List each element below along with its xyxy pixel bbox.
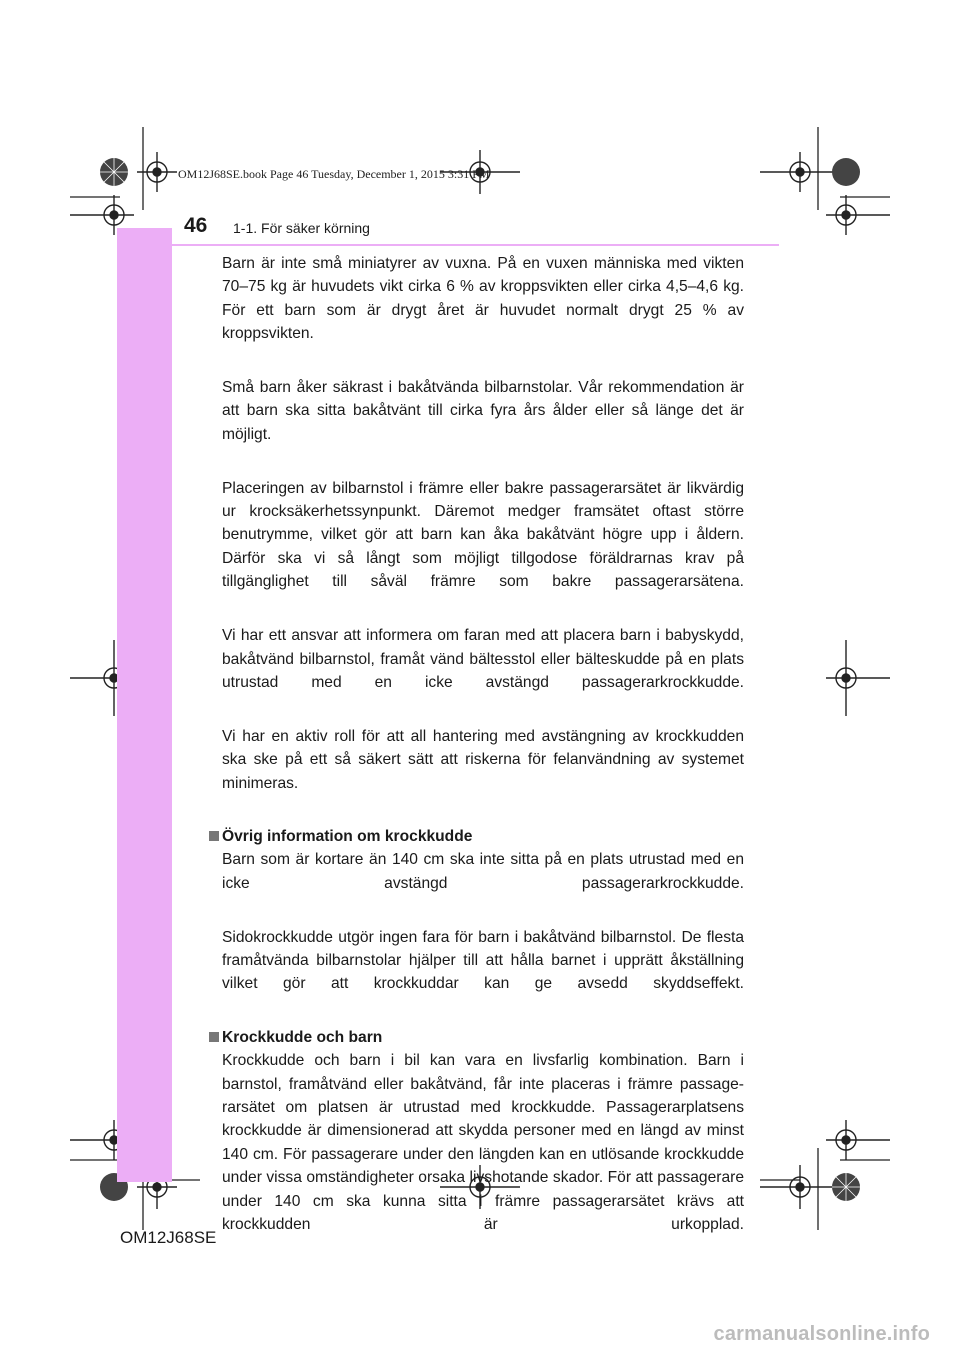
book-stamp: OM12J68SE.book Page 46 Tuesday, December 1, 2015 3:31 PM	[178, 167, 490, 181]
section-heading	[222, 1026, 744, 1049]
section-heading-text: Krockkudde och barn	[222, 1029, 383, 1047]
paragraph: Små barn åker säkrast i bakåtvända bilbarnstolar. Vår rekommendation är att barn ska sitta bakåtvänt till cirka fyra års ålder eller så länge det är möjligt.	[222, 379, 744, 443]
registration-target-icon	[760, 152, 840, 192]
page-number: 46	[184, 214, 208, 237]
side-tab-band	[117, 228, 172, 1182]
square-bullet-icon	[209, 1032, 219, 1042]
square-bullet-icon	[209, 831, 219, 841]
paragraph: Barn som är kortare än 140 cm ska inte sitta på en plats utrustad med en icke avstängd passagerarkrockkudde.	[222, 851, 744, 892]
paragraph: Krockkudde och barn i bil kan vara en livsfarlig kombination. Barn i barnstol, framåtvänd eller bakåtvänd, får inte placeras i främre passagerarsätet om platsen är utrustad med krockkudde. Passagerarplatsens krockkudde är dimensionerad att skydda personer med en längd av minst 140 cm. För passagerare under den längden kan en utlösande krockkudde under vissa omständigheter orsaka livshotande skador. För att passagerare under 140 cm ska kunna sitta i främre passagerarsätet krävs att krockkudden är urkopplad.	[222, 1052, 744, 1234]
paragraph: Vi har ett ansvar att informera om faran med att placera barn i babyskydd, bakåtvänd bilbarnstol, framåt vänd bältesstol eller bälteskudde på en plats utrustad med en icke avstängd passagerarkrockkudde.	[222, 627, 744, 691]
watermark[interactable]: carmanualsonline.info	[713, 1323, 930, 1345]
registration-target-icon	[760, 1165, 840, 1209]
paragraph: Vi har en aktiv roll för att all hantering med avstängning av krockkudden ska ske på ett så säkert sätt att riskerna för felanvändning av systemet minimeras.	[222, 727, 744, 792]
paragraph: Placeringen av bilbarnstol i främre eller bakre passagerarsätet är likvärdig ur krocksäkerhetssynpunkt. Däremot medger framsätet oftast större benutrymme, vilket gör att barn kan åka bakåtvänt högre upp i åldern. Därför ska vi så långt som möjligt tillgodose föräldrarnas krav på tillgänglighet till såväl främre som bakre passagerarsätena.	[222, 479, 744, 591]
section-title: 1-1. För säker körning	[233, 220, 370, 236]
paragraph: Sidokrockkudde utgör ingen fara för barn i bakåtvänd bilbarnstol. De flesta framåtvända bilbarnstolar hjälper till att hålla barnet i upprätt åkställning vilket gör att krockkuddar kan ge avsedd skyddseffekt.	[222, 928, 744, 993]
starburst-mark-icon	[100, 158, 128, 186]
registration-target-icon	[826, 1120, 890, 1160]
section-heading	[222, 825, 744, 848]
starburst-mark-icon	[832, 1173, 860, 1201]
registration-target-icon	[826, 640, 890, 716]
paragraph: Barn är inte små miniatyrer av vuxna. På en vuxen människa med vikten 70–75 kg är huvudets vikt cirka 6 % av kroppsvikten eller cirka 4,5–4,6 kg. För ett barn som är drygt året är huvudet normalt drygt 25 % av kroppsvikten.	[222, 255, 744, 343]
header-rule	[117, 244, 779, 246]
page-content	[222, 252, 744, 1267]
registration-target-icon	[826, 195, 890, 235]
section-heading-text: Övrig information om krockkudde	[222, 828, 473, 846]
manual-code: OM12J68SE	[120, 1228, 217, 1247]
color-disc-icon	[832, 158, 860, 186]
